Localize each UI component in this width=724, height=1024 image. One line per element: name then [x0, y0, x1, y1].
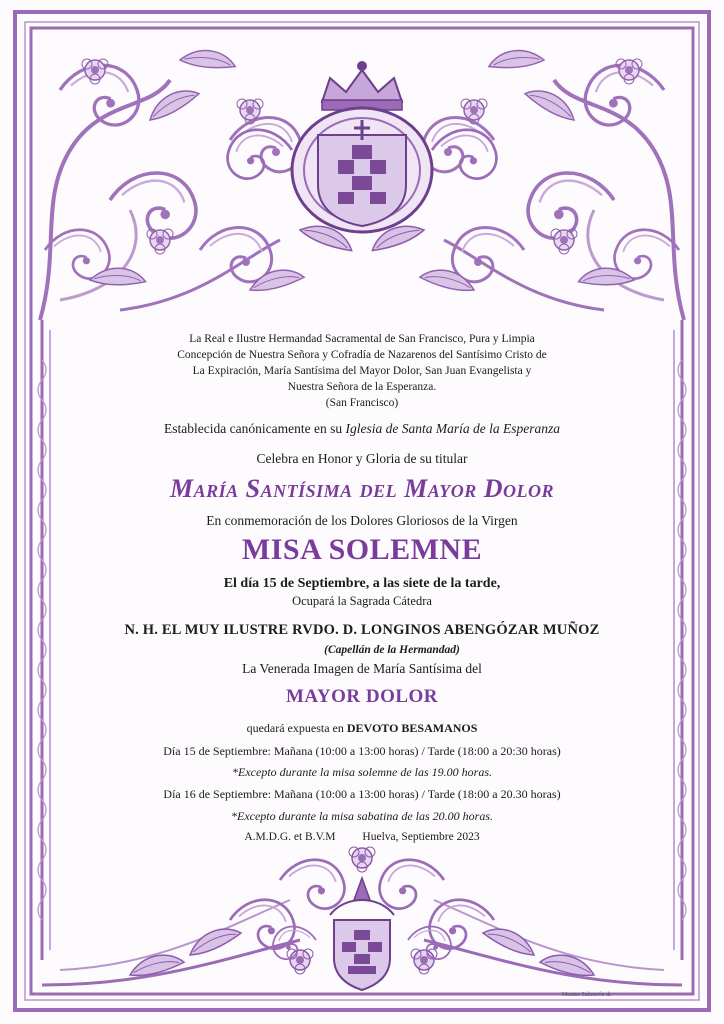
ocupara-line: Ocupará la Sagrada Cátedra: [292, 594, 432, 608]
expuesta-line: [80, 721, 644, 736]
organization-line: La Real e Ilustre Hermandad Sacramental de San Francisco, Pura y Limpia: [189, 333, 535, 345]
besamanos-label: DEVOTO BESAMANOS: [346, 721, 478, 735]
coat-of-arms-bottom: [273, 878, 451, 990]
footer-motto: A.M.D.G. et B.V.M: [244, 831, 336, 843]
preacher-name: N. H. EL MUY ILUSTRE RVDO. D. LONGINOS ABENGÓZAR MUÑOZ: [124, 622, 600, 638]
event-title: MISA SOLEMNE: [241, 533, 483, 566]
artist-signature: Montes Salmerón dr.: [562, 992, 613, 998]
organization-line: Nuestra Señora de la Esperanza.: [287, 381, 437, 393]
footer-line: [80, 831, 644, 843]
titular-name: María Santísima del Mayor Dolor: [169, 474, 555, 503]
organization-line: (San Francisco): [325, 397, 399, 409]
established-line: [80, 421, 644, 437]
celebrates-line: Celebra en Honor y Gloria de su titular: [256, 451, 468, 466]
coat-of-arms-top: [228, 61, 497, 259]
organization-line: La Expiración, María Santísima del Mayor Dolor, San Juan Evangelista y: [192, 365, 532, 377]
church-name: Iglesia de Santa María de la Esperanza: [345, 421, 560, 436]
schedule-note: *Excepto durante la misa solemne de las 19.00 horas.: [232, 765, 492, 779]
schedule-line: Día 15 de Septiembre: Mañana (10:00 a 13:00 horas) / Tarde (18:00 a 20:30 horas): [163, 744, 561, 758]
venerada-line: La Venerada Imagen de María Santísima del: [242, 661, 482, 676]
commemoration-line: En conmemoración de los Dolores Gloriosos de la Virgen: [206, 513, 518, 528]
mayor-dolor-title: MAYOR DOLOR: [285, 686, 439, 707]
preacher-role: (Capellán de la Hermandad): [324, 644, 460, 656]
established-prefix: Establecida canónicamente en su: [164, 421, 346, 436]
footer-place-date: Huelva, Septiembre 2023: [362, 831, 480, 843]
expuesta-prefix: quedará expuesta en: [246, 721, 347, 735]
event-day-time: El día 15 de Septiembre, a las siete de la tarde,: [223, 576, 501, 591]
organization-line: Concepción de Nuestra Señora y Cofradía de Nazarenos del Santísimo Cristo de: [177, 349, 547, 361]
schedule-note: *Excepto durante la misa sabatina de las 20.00 horas.: [231, 809, 493, 823]
schedule-line: Día 16 de Septiembre: Mañana (10:00 a 13:00 horas) / Tarde (18:00 a 20.30 horas): [163, 787, 561, 801]
organization-name: [80, 331, 644, 411]
